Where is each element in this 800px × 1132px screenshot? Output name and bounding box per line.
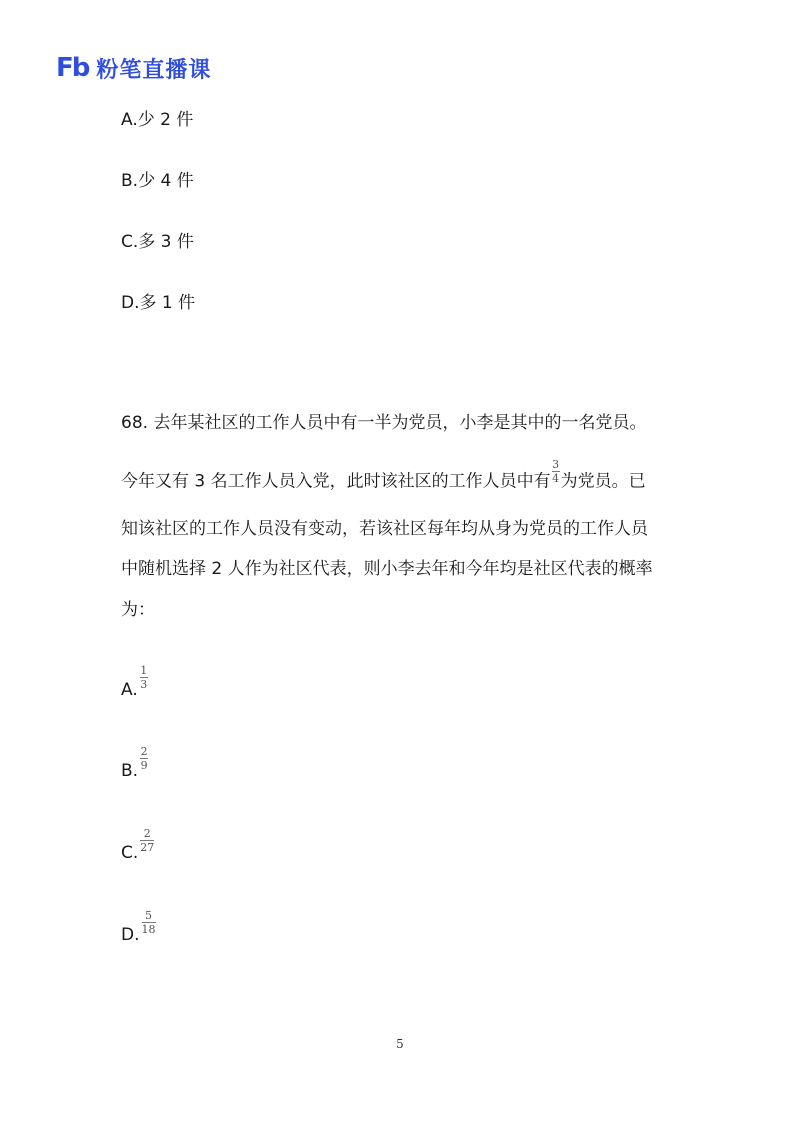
- prev-option-c: C.多 3 件: [121, 232, 194, 252]
- prev-option-d: D.多 1 件: [121, 293, 196, 313]
- option-fraction: [140, 746, 148, 771]
- fraction-numerator: 2: [143, 827, 151, 840]
- option-fraction: [140, 828, 154, 853]
- fraction-denominator: 4: [552, 472, 560, 485]
- fraction-denominator: 27: [140, 841, 155, 854]
- prev-option-a: A.少 2 件: [121, 110, 194, 130]
- fraction-denominator: 9: [140, 759, 148, 772]
- question-line-2-after: 为党员。已: [560, 471, 646, 492]
- page-number: 5: [396, 1037, 404, 1051]
- option-a[interactable]: [121, 664, 149, 702]
- option-fraction: [140, 665, 148, 690]
- option-letter: D.: [121, 925, 140, 945]
- question-line-4: 中随机选择 2 人作为社区代表，则小李去年和今年均是社区代表的概率: [121, 559, 653, 579]
- prev-option-b: B.少 4 件: [121, 171, 194, 191]
- logo-mark-text: Fb: [56, 53, 89, 83]
- fraction-denominator: 18: [141, 923, 156, 936]
- brand-logo: [56, 50, 211, 86]
- option-letter: C.: [121, 843, 139, 863]
- fraction-denominator: 3: [140, 678, 148, 691]
- fb-logo-icon: [56, 53, 88, 83]
- fraction-numerator: 2: [140, 745, 148, 758]
- option-c[interactable]: [121, 827, 155, 865]
- question-line-3: 知该社区的工作人员没有变动，若该社区每年均从身为党员的工作人员: [121, 519, 648, 539]
- option-fraction: [142, 910, 156, 935]
- option-letter: B.: [121, 761, 139, 781]
- question-line-5: 为：: [121, 600, 155, 620]
- option-d[interactable]: [121, 909, 157, 947]
- option-b[interactable]: [121, 745, 149, 783]
- question-line-2: [121, 458, 646, 494]
- fraction-numerator: 1: [140, 664, 148, 677]
- question-line-2-before: 今年又有 3 名工作人员入党，此时该社区的工作人员中有: [121, 471, 551, 492]
- question-line-1: 68. 去年某社区的工作人员中有一半为党员，小李是其中的一名党员。: [121, 413, 647, 433]
- logo-text: 粉笔直播课: [96, 57, 212, 83]
- fraction-numerator: 5: [145, 909, 152, 922]
- fraction-three-quarters: [552, 459, 560, 484]
- fraction-numerator: 3: [552, 458, 560, 471]
- option-letter: A.: [121, 680, 138, 700]
